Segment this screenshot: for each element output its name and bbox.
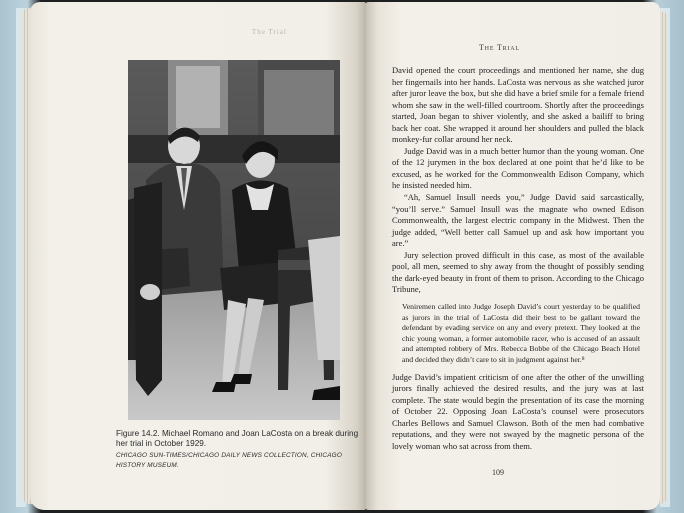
open-book (18, 2, 668, 510)
left-running-head: The Trial (252, 28, 287, 36)
caption-text: Figure 14.2. Michael Romano and Joan LaCosta on a break during her trial in October 1929. (116, 429, 359, 448)
right-running-head: The Trial (479, 43, 520, 52)
paragraph: Judge David was in a much better humor than the young woman. One of the 12 jurymen in the box declared at one point that he’d like to be excused, as he worked for the Commonwealth Edison Company, which he insisted needed him. (392, 145, 644, 191)
paragraph: Jury selection proved difficult in this case, as most of the available pool, all men, seemed to shy away from the thought of possibly sending the dark-eyed beauty in front of them to prison. According to the Chicago Tribune, (392, 249, 644, 295)
courtroom-photo-illustration (128, 60, 340, 420)
right-page (366, 2, 660, 510)
paragraph: David opened the court proceedings and mentioned her name, she dug her fingernails into her hands. LaCosta was nervous as she watched juror after juror leave the box, but she did have a brief smile for a female friend whom she saw in the well-filled courtroom. Shortly after the proceedings started, Joan began to shiver violently, and she asked a bailiff to bring back her coat. She wrapped it around her shoulders and pulled the black monkey-fur collar around her neck. (392, 65, 644, 145)
photo-credit: CHICAGO SUN-TIMES/CHICAGO DAILY NEWS COLLECTION, CHICAGO HISTORY MUSEUM. (116, 452, 343, 469)
block-quote: Veniremen called into Judge Joseph David’s court yesterday to be qualified as jurors in the trial of LaCosta did their best to be gallant toward the defendant by evading service on any and every pretext. They looked at the chic young woman, a former automobile racer, who is accused of an assault and attempted robbery of Mrs. Rebecca Bobbe of the Chicago Beach Hotel and decided they didn’t care to sit in judgment against her.⁸ (402, 301, 640, 364)
paragraph: “Ah, Samuel Insull needs you,” Judge David said sarcastically, “you’ll serve.” Samuel Insull was the magnate who owned Edison Commonwealth, the largest electric company in the Midwest. Then the judge added, “Well better call Samuel up and ask how important you are.” (392, 192, 644, 249)
figure-caption (116, 429, 366, 471)
paragraph: Judge David’s impatient criticism of one after the other of the unwilling jurors finally achieved the desired results, and the jury was at last complete. The state would begin the presentation of its case the morning of October 22. Opposing Joan LaCosta’s counsel were prosecutors Charles Bellows and Samuel Clawson. Both of the men had combative reputations, and they were not swayed by the magnetic persona of the lovely woman who sat across from them. (392, 371, 644, 451)
historical-photograph (128, 60, 340, 420)
page-number: 109 (492, 468, 504, 477)
body-text (392, 65, 644, 452)
left-page (30, 2, 366, 510)
